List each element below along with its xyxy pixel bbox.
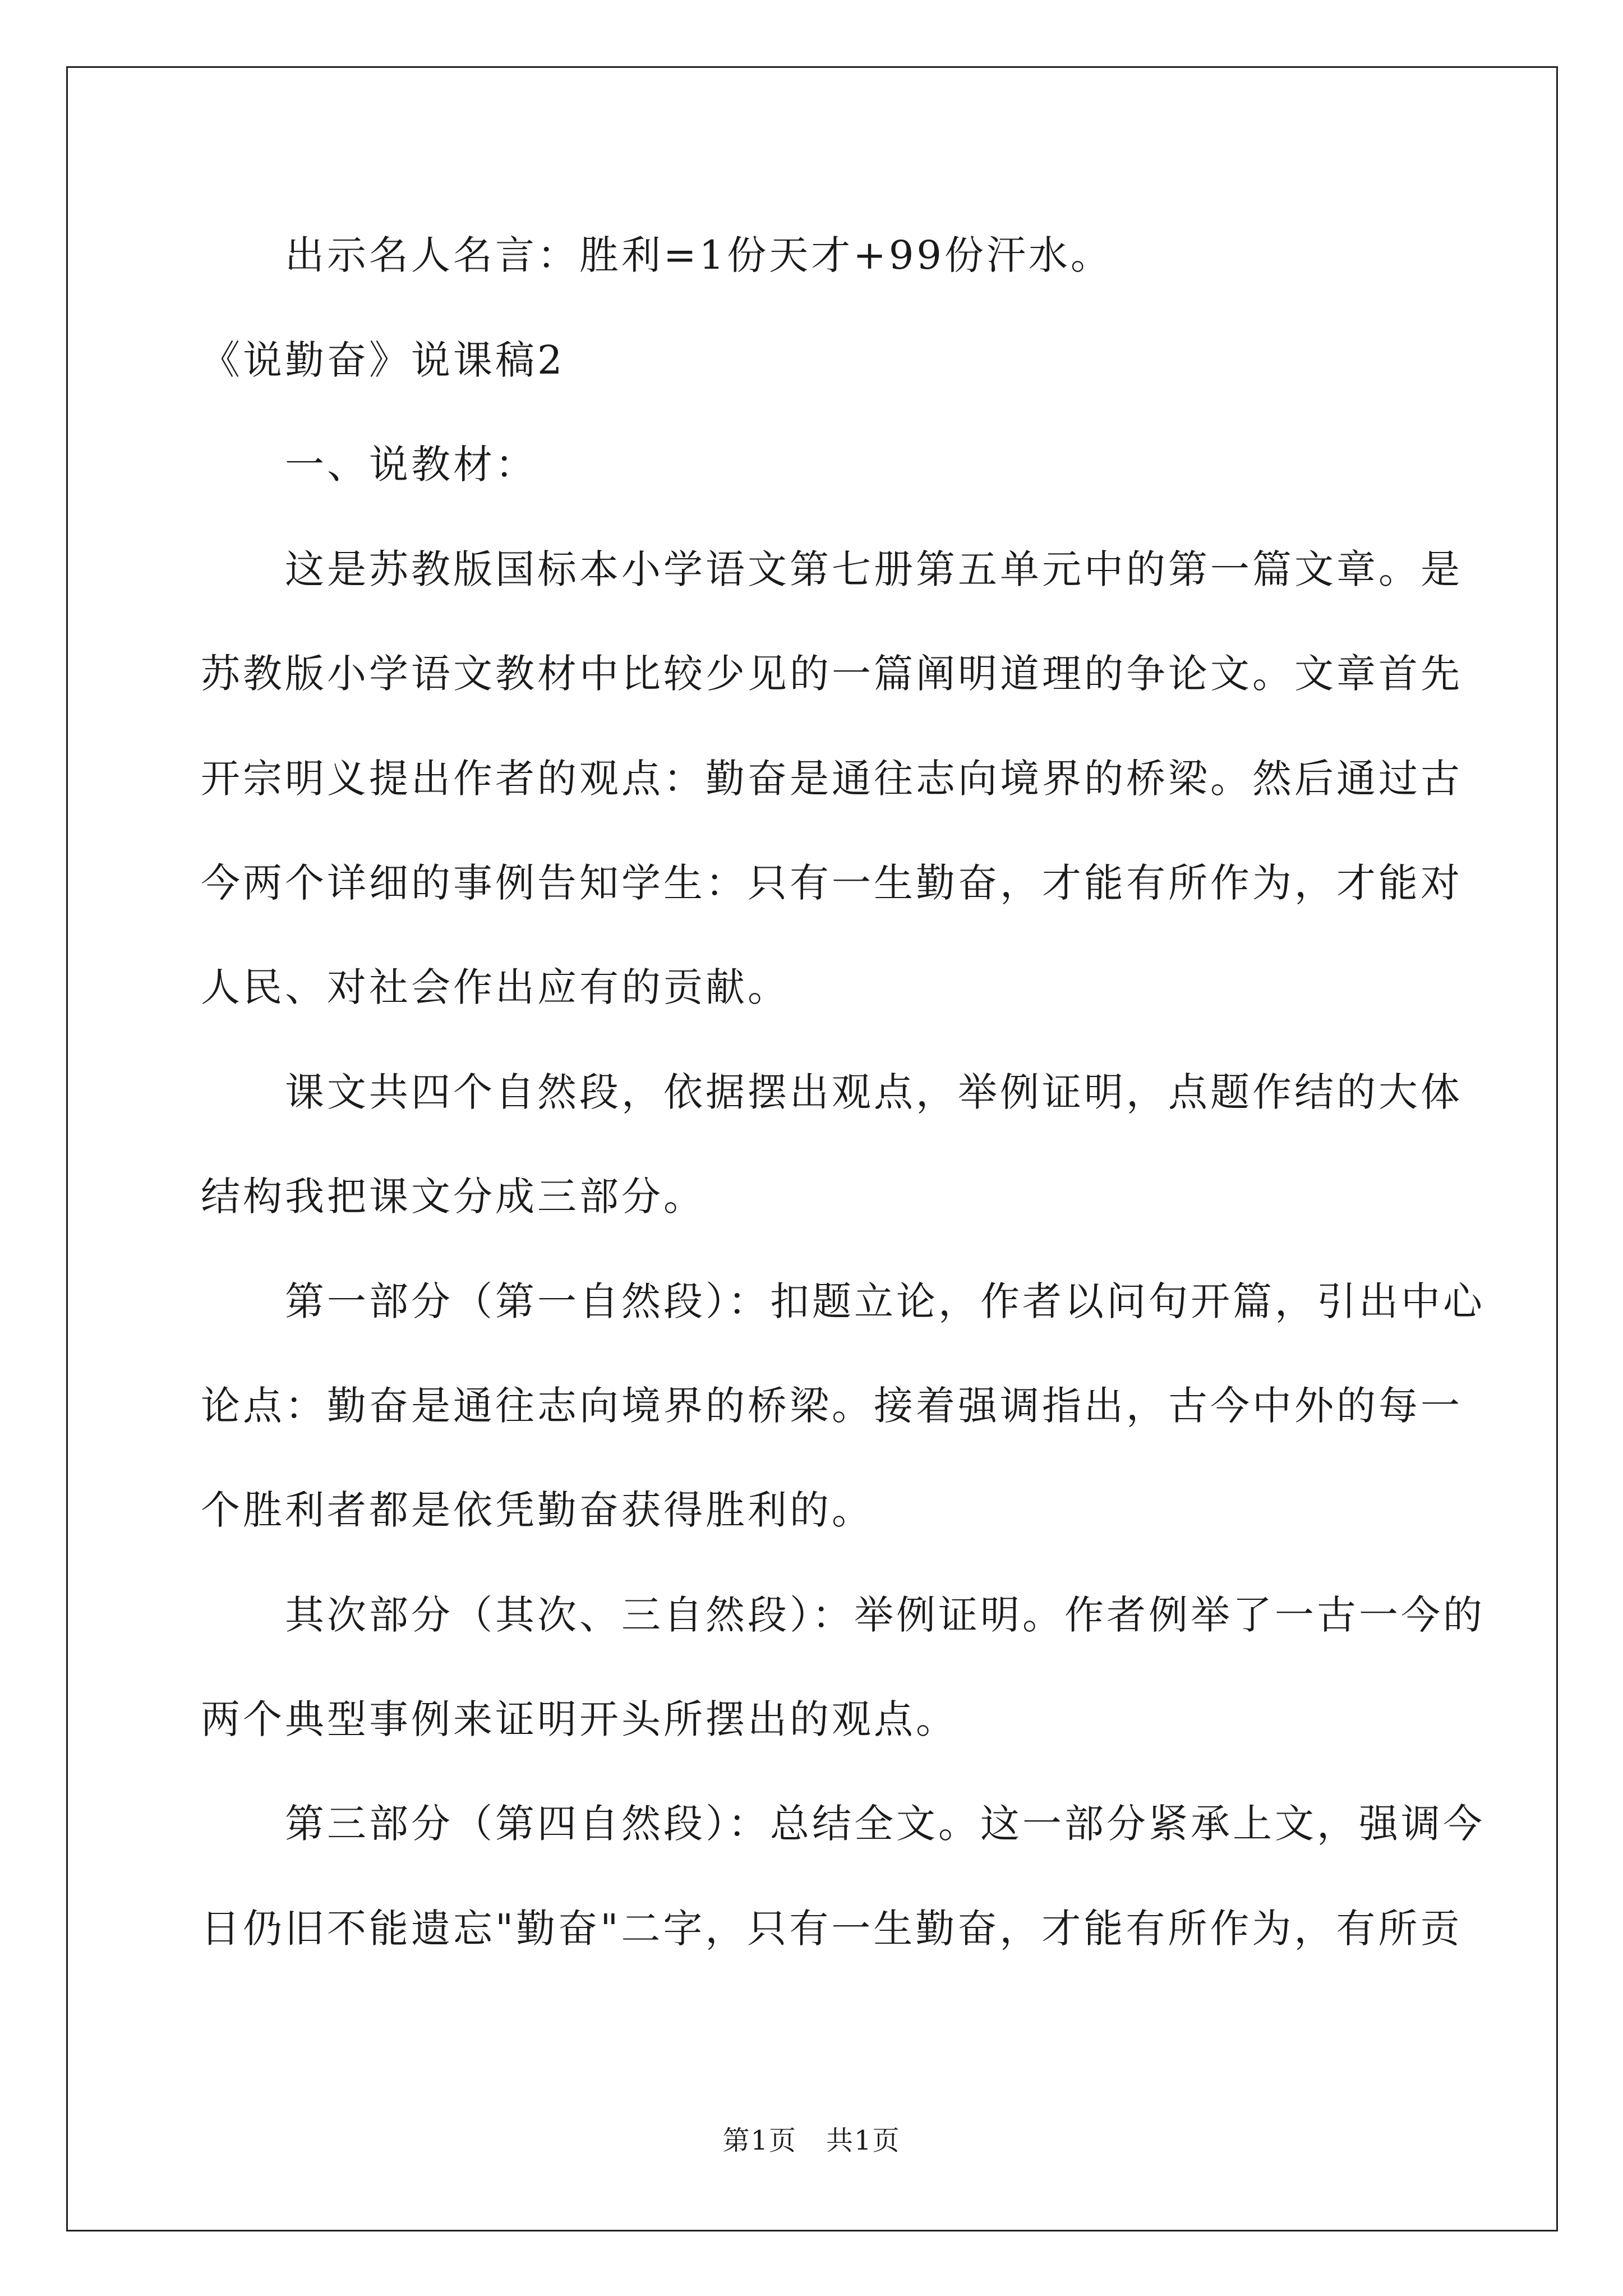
- paragraph-line: 结构我把课文分成三部分。: [201, 1174, 706, 1220]
- paragraph-line: 课文共四个自然段，依据摆出观点，举例证明，点题作结的大体: [285, 1069, 1463, 1115]
- quote-line: 出示名人名言：胜利=1份天才+99份汗水。: [285, 232, 1113, 278]
- paragraph-line: 第三部分（第四自然段）：总结全文。这一部分紧承上文，强调今: [285, 1801, 1485, 1847]
- page-footer: [0, 2127, 1623, 2154]
- page-number-total: 共1页: [826, 2125, 901, 2156]
- paragraph-line: 两个典型事例来证明开头所摆出的观点。: [201, 1696, 958, 1742]
- paragraph-line: 个胜利者都是依凭勤奋获得胜利的。: [201, 1487, 874, 1533]
- paragraph-line: 第一部分（第一自然段）：扣题立论，作者以问句开篇，引出中心: [285, 1278, 1485, 1324]
- paragraph-line: 日仍旧不能遗忘"勤奋"二字，只有一生勤奋，才能有所作为，有所贡: [201, 1906, 1463, 1952]
- paragraph-line: 苏教版小学语文教材中比较少见的一篇阐明道理的争论文。文章首先: [201, 651, 1463, 697]
- paragraph-line: 开宗明义提出作者的观点：勤奋是通往志向境界的桥梁。然后通过古: [201, 756, 1463, 802]
- paragraph-line: 人民、对社会作出应有的贡献。: [201, 964, 790, 1010]
- section-title: 《说勤奋》说课稿2: [201, 337, 565, 383]
- paragraph-line: 论点：勤奋是通往志向境界的桥梁。接着强调指出，古今中外的每一: [201, 1383, 1463, 1429]
- paragraph-line: 这是苏教版国标本小学语文第七册第五单元中的第一篇文章。是: [285, 546, 1463, 592]
- paragraph-line: 今两个详细的事例告知学生：只有一生勤奋，才能有所作为，才能对: [201, 860, 1463, 906]
- heading-teaching-material: 一、说教材：: [285, 441, 537, 487]
- page-number-current: 第1页: [722, 2125, 797, 2156]
- paragraph-line: 其次部分（其次、三自然段）：举例证明。作者例举了一古一今的: [285, 1592, 1485, 1638]
